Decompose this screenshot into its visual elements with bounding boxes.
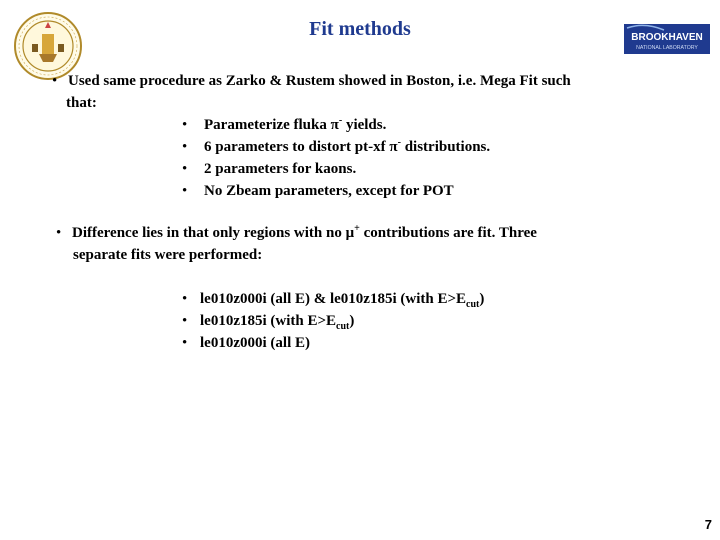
logo-brookhaven-text: BROOKHAVEN bbox=[631, 32, 703, 43]
bullet-dot-icon: • bbox=[182, 335, 188, 351]
bullet-dot-icon: • bbox=[56, 225, 62, 241]
bullet-dot-icon: • bbox=[182, 183, 188, 199]
bullet-dot-icon: • bbox=[182, 313, 188, 329]
fit-item: • le010z185i (with $E>E_{cut}$) bbox=[182, 310, 354, 332]
bullet-dot-icon: • bbox=[182, 117, 188, 133]
slide-title: Fit methods bbox=[309, 18, 411, 40]
bullet-procedure bbox=[52, 70, 692, 114]
sub-item: • Parameterize fluka π- yields. bbox=[182, 114, 386, 136]
fit-item: • le010z000i (all E) & le010z185i (with $E>E_{cut}$) bbox=[182, 288, 484, 310]
fit-item: • le010z000i (all E) bbox=[182, 332, 310, 354]
sub-item: • No Zbeam parameters, except for POT bbox=[182, 180, 454, 202]
sub-item: • 2 parameters for kaons. bbox=[182, 158, 356, 180]
bullet-dot-icon: • bbox=[182, 291, 188, 307]
logo-lab-text: NATIONAL LABORATORY bbox=[636, 45, 698, 51]
bullet-dot-icon: • bbox=[182, 139, 188, 155]
bullet-difference: • Difference lies in that only regions with no μ+ contributions are fit. Three separate fits were performed: bbox=[56, 222, 696, 266]
bullet-dot-icon: • bbox=[52, 73, 58, 89]
brookhaven-logo bbox=[624, 24, 710, 54]
bullet-dot-icon: • bbox=[182, 161, 188, 177]
bullet2-line2: separate fits were performed: bbox=[73, 247, 263, 263]
bullet1-line1: Used same procedure as Zarko & Rustem showed in Boston, i.e. Mega Fit such bbox=[68, 73, 571, 89]
bullet1-line2: that: bbox=[66, 95, 97, 111]
sub-item: • 6 parameters to distort pt-xf π- distributions. bbox=[182, 136, 490, 158]
page-number: 7 bbox=[704, 517, 712, 532]
